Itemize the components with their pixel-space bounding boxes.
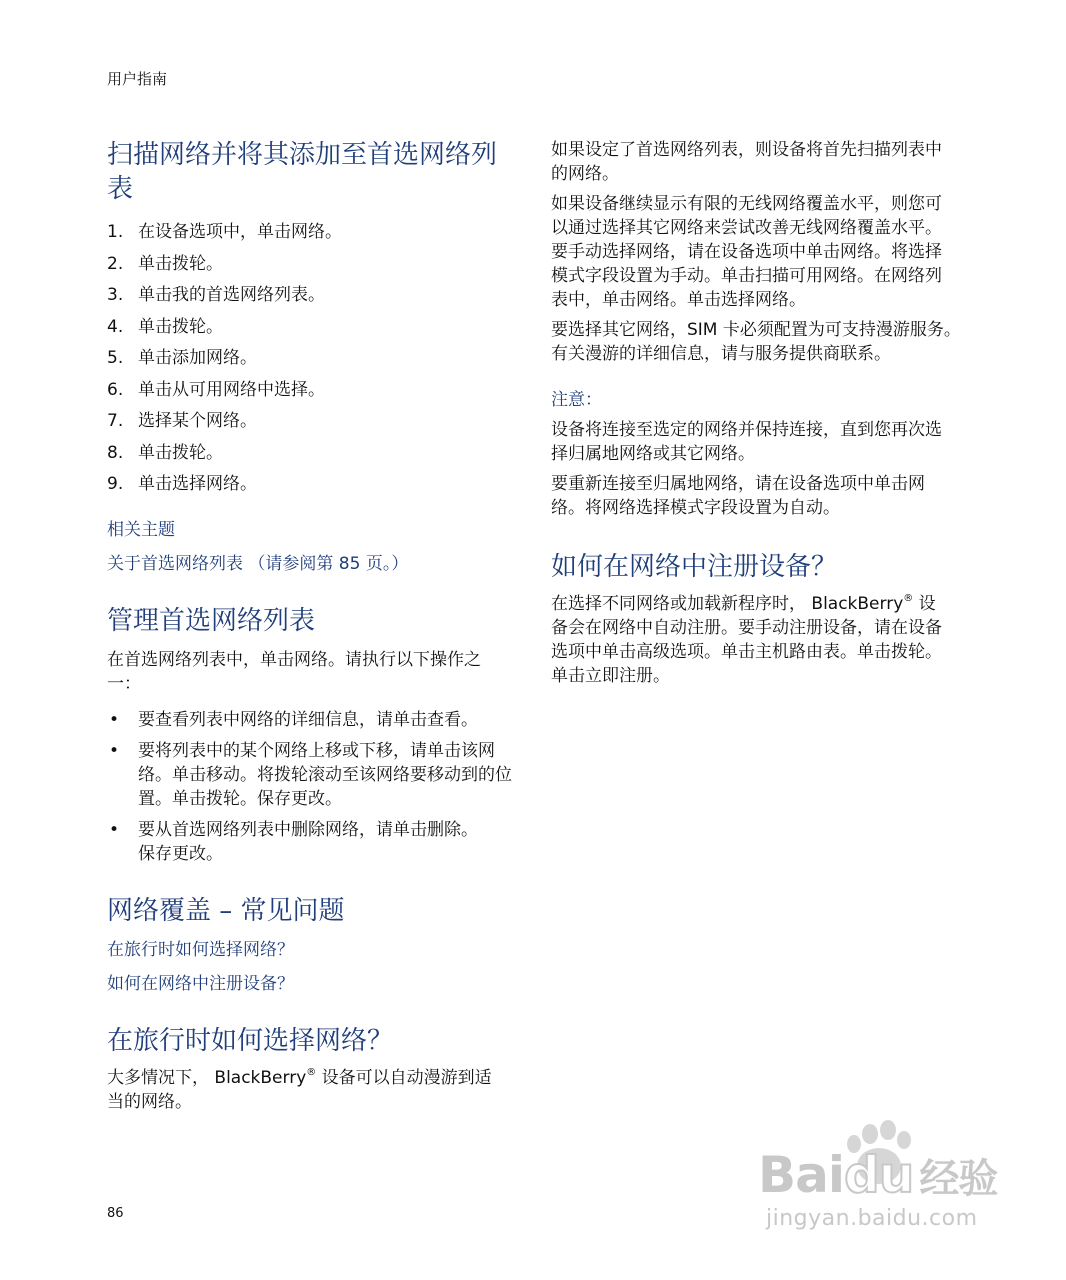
preferred-list-paragraph: 如果设定了首选网络列表，则设备将首先扫描列表中的网络。 (551, 140, 942, 184)
bullet-item: • 要查看列表中网络的详细信息，请单击查看。 (107, 708, 478, 732)
bullet-item: • 要将列表中的某个网络上移或下移，请单击该网络。单击移动。将拨轮滚动至该网络要移动到的位置。单击拨轮。保存更改。 (107, 739, 518, 811)
step-text: 单击添加网络。 (138, 348, 257, 368)
section-title-travel: 在旅行时如何选择网络？ (107, 1026, 394, 1056)
step-number: 3. (107, 285, 124, 305)
step-text: 单击从可用网络中选择。 (138, 379, 325, 400)
travel-body-pre: 大多情况下， BlackBerry (107, 1068, 307, 1088)
page-header: 用户指南 (107, 70, 168, 88)
note-label: 注意： (551, 390, 602, 410)
step-text: 单击拨轮。 (138, 442, 223, 463)
page-number: 86 (107, 1206, 124, 1221)
step-number: 7. (107, 411, 124, 431)
step-text: 单击我的首选网络列表。 (138, 285, 325, 305)
step-text: 单击选择网络。 (138, 474, 257, 494)
step-number: 4. (107, 316, 124, 337)
step-text: 在设备选项中，单击网络。 (138, 222, 342, 242)
watermark-url: jingyan.baidu.com (766, 1206, 978, 1231)
baidu-brand-du: du (844, 1146, 914, 1204)
faq-link-travel[interactable]: 在旅行时如何选择网络？ (107, 940, 294, 960)
step-number: 6. (107, 379, 124, 400)
related-link-preferred-list[interactable]: 关于首选网络列表 （请参阅第 85 页。） (107, 554, 409, 574)
step-item (107, 472, 517, 496)
baidu-logo-text (758, 1146, 997, 1208)
faq-link-register[interactable]: 如何在网络中注册设备？ (107, 974, 294, 994)
travel-body-post: 设备可以自动漫游到适当的网络。 (107, 1068, 492, 1112)
baidu-brand: Bai (758, 1146, 844, 1204)
step-item (107, 283, 517, 307)
section-title-register: 如何在网络中注册设备？ (551, 552, 838, 582)
register-body (551, 592, 951, 688)
step-text: 单击拨轮。 (138, 316, 223, 337)
step-number: 1. (107, 222, 124, 242)
section-title-faq: 网络覆盖 – 常见问题 (107, 896, 345, 926)
step-item (107, 220, 517, 244)
step-text: 单击拨轮。 (138, 253, 223, 274)
manage-bullets (107, 708, 517, 866)
step-item (107, 441, 517, 465)
related-topics-label: 相关主题 (107, 520, 175, 540)
registered-mark: ® (903, 593, 914, 604)
travel-body (107, 1066, 507, 1114)
note-paragraph-1: 设备将连接至选定的网络并保持连接，直到您再次选择归属地网络或其它网络。 (551, 420, 942, 464)
manage-intro: 在首选网络列表中，单击网络。请执行以下操作之一： (107, 650, 481, 694)
right-column (551, 138, 961, 688)
step-item (107, 346, 517, 370)
limited-coverage-paragraph: 如果设备继续显示有限的无线网络覆盖水平，则您可以通过选择其它网络来尝试改善无线网络覆盖水平。要手动选择网络，请在设备选项中单击网络。将选择模式字段设置为手动。单击扫描可用网络。在网络列表中，单击网络。单击选择网络。 (551, 194, 942, 310)
step-item (107, 409, 517, 433)
register-body-pre: 在选择不同网络或加载新程序时， BlackBerry (551, 594, 904, 614)
step-item (107, 378, 517, 402)
steps-list (107, 220, 517, 496)
bullet-item: • 要从首选网络列表中删除网络，请单击删除。保存更改。 (107, 818, 478, 866)
left-column (107, 138, 517, 1114)
sim-roaming-paragraph: 要选择其它网络，SIM 卡必须配置为可支持漫游服务。有关漫游的详细信息，请与服务提供商联系。 (551, 320, 961, 364)
step-number: 8. (107, 442, 124, 463)
step-text: 选择某个网络。 (138, 411, 257, 431)
registered-mark: ® (306, 1067, 317, 1078)
step-number: 9. (107, 474, 124, 494)
baidu-suffix: 经验 (919, 1156, 998, 1202)
register-body-post: 设备会在网络中自动注册。要手动注册设备，请在设备选项中单击高级选项。单击主机路由表。单击拨轮。单击立即注册。 (551, 594, 942, 686)
step-item (107, 315, 517, 339)
step-number: 2. (107, 253, 124, 274)
step-item (107, 252, 517, 276)
step-number: 5. (107, 348, 124, 368)
section-title-scan-network: 扫描网络并将其添加至首选网络列表 (107, 140, 498, 204)
section-title-manage-list: 管理首选网络列表 (107, 606, 316, 636)
note-paragraph-2: 要重新连接至归属地网络，请在设备选项中单击网络。将网络选择模式字段设置为自动。 (551, 474, 925, 518)
baidu-watermark (752, 1118, 1012, 1238)
